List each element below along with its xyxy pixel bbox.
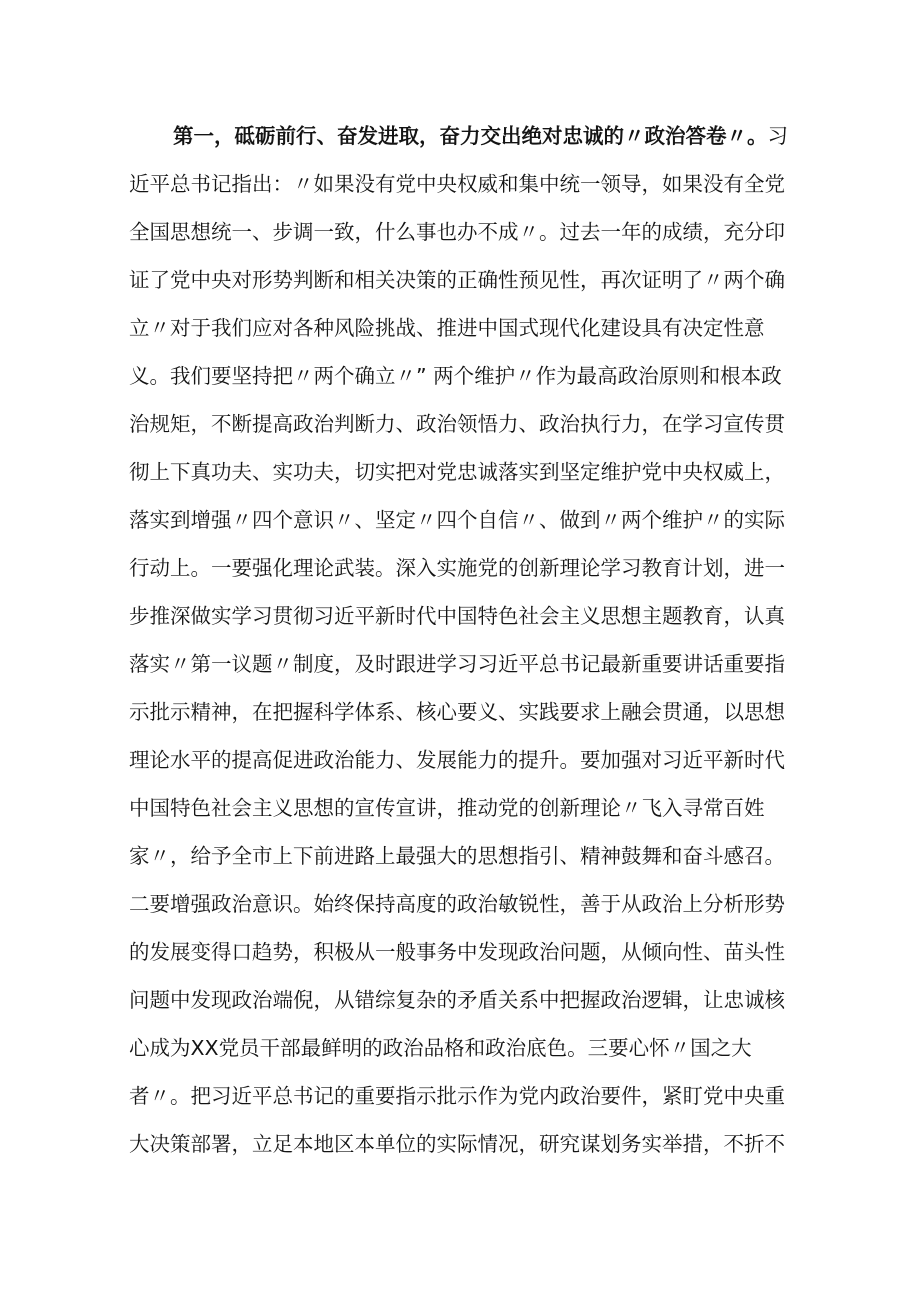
paragraph-line: 心成为XX党员干部最鲜明的政治品格和政治底色。三要心怀〃国之大 [129,1036,752,1060]
paragraph-line-1 [129,112,789,160]
paragraph-line: 行动上。一要强化理论武装。深入实施党的创新理论学习教育计划，进一 [129,556,785,580]
paragraph-heading: 第一，砥砺前行、奋发进取，奋力交出绝对忠诚的〃政治答卷〃。 [173,124,768,148]
paragraph-line: 落实到增强〃四个意识〃、坚定〃四个自信〃、做到〃两个维护〃的实际 [129,508,785,532]
paragraph-line: 义。我们要坚持把〃两个确立〃” 两个维护〃作为最高政治原则和根本政 [129,364,782,388]
paragraph-line: 二要增强政治意识。始终保持高度的政治敏锐性，善于从政治上分析形势 [129,892,785,916]
paragraph-line: 者〃。把习近平总书记的重要指示批示作为党内政治要件，紧盯党中央重 [129,1084,785,1108]
paragraph-line: 近平总书记指出：〃如果没有党中央权威和集中统一领导，如果没有全党 [129,172,785,196]
paragraph-line: 家〃，给予全市上下前进路上最强大的思想指引、精神鼓舞和奋斗感召。 [129,844,785,868]
paragraph-line: 彻上下真功夫、实功夫，切实把对党忠诚落实到坚定维护党中央权威上， [129,460,785,484]
paragraph-line: 证了党中央对形势判断和相关决策的正确性预见性，再次证明了〃两个确 [129,268,785,292]
paragraph-line: 立〃对于我们应对各种风险挑战、推进中国式现代化建设具有决定性意 [129,316,765,340]
paragraph-line: 示批示精神，在把握科学体系、核心要义、实践要求上融会贯通，以思想 [129,700,785,724]
paragraph-line: 中国特色社会主义思想的宣传宣讲，推动党的创新理论〃飞入寻常百姓 [129,796,765,820]
paragraph-line: 理论水平的提高促进政治能力、发展能力的提升。要加强对习近平新时代 [129,748,785,772]
paragraph-line: 大决策部署，立足本地区本单位的实际情况，研究谋划务实举措，不折不 [129,1132,785,1156]
paragraph-line: 全国思想统一、步调一致，什么事也办不成〃。过去一年的成绩，充分印 [129,220,785,244]
paragraph-line: 问题中发现政治端倪，从错综复杂的矛盾关系中把握政治逻辑，让忠诚核 [129,988,785,1012]
paragraph-line: 步推深做实学习贯彻习近平新时代中国特色社会主义思想主题教育，认真 [129,604,785,628]
paragraph-line: 治规矩，不断提高政治判断力、政治领悟力、政治执行力，在学习宣传贯 [129,412,785,436]
paragraph-line-1-text: 习 [767,124,788,148]
paragraph-line: 的发展变得口趋势，积极从一般事务中发现政治问题，从倾向性、苗头性 [129,940,785,964]
paragraph-line: 落实〃第一议题〃制度，及时跟进学习习近平总书记最新重要讲话重要指 [129,652,785,676]
body-paragraph [129,112,789,1168]
